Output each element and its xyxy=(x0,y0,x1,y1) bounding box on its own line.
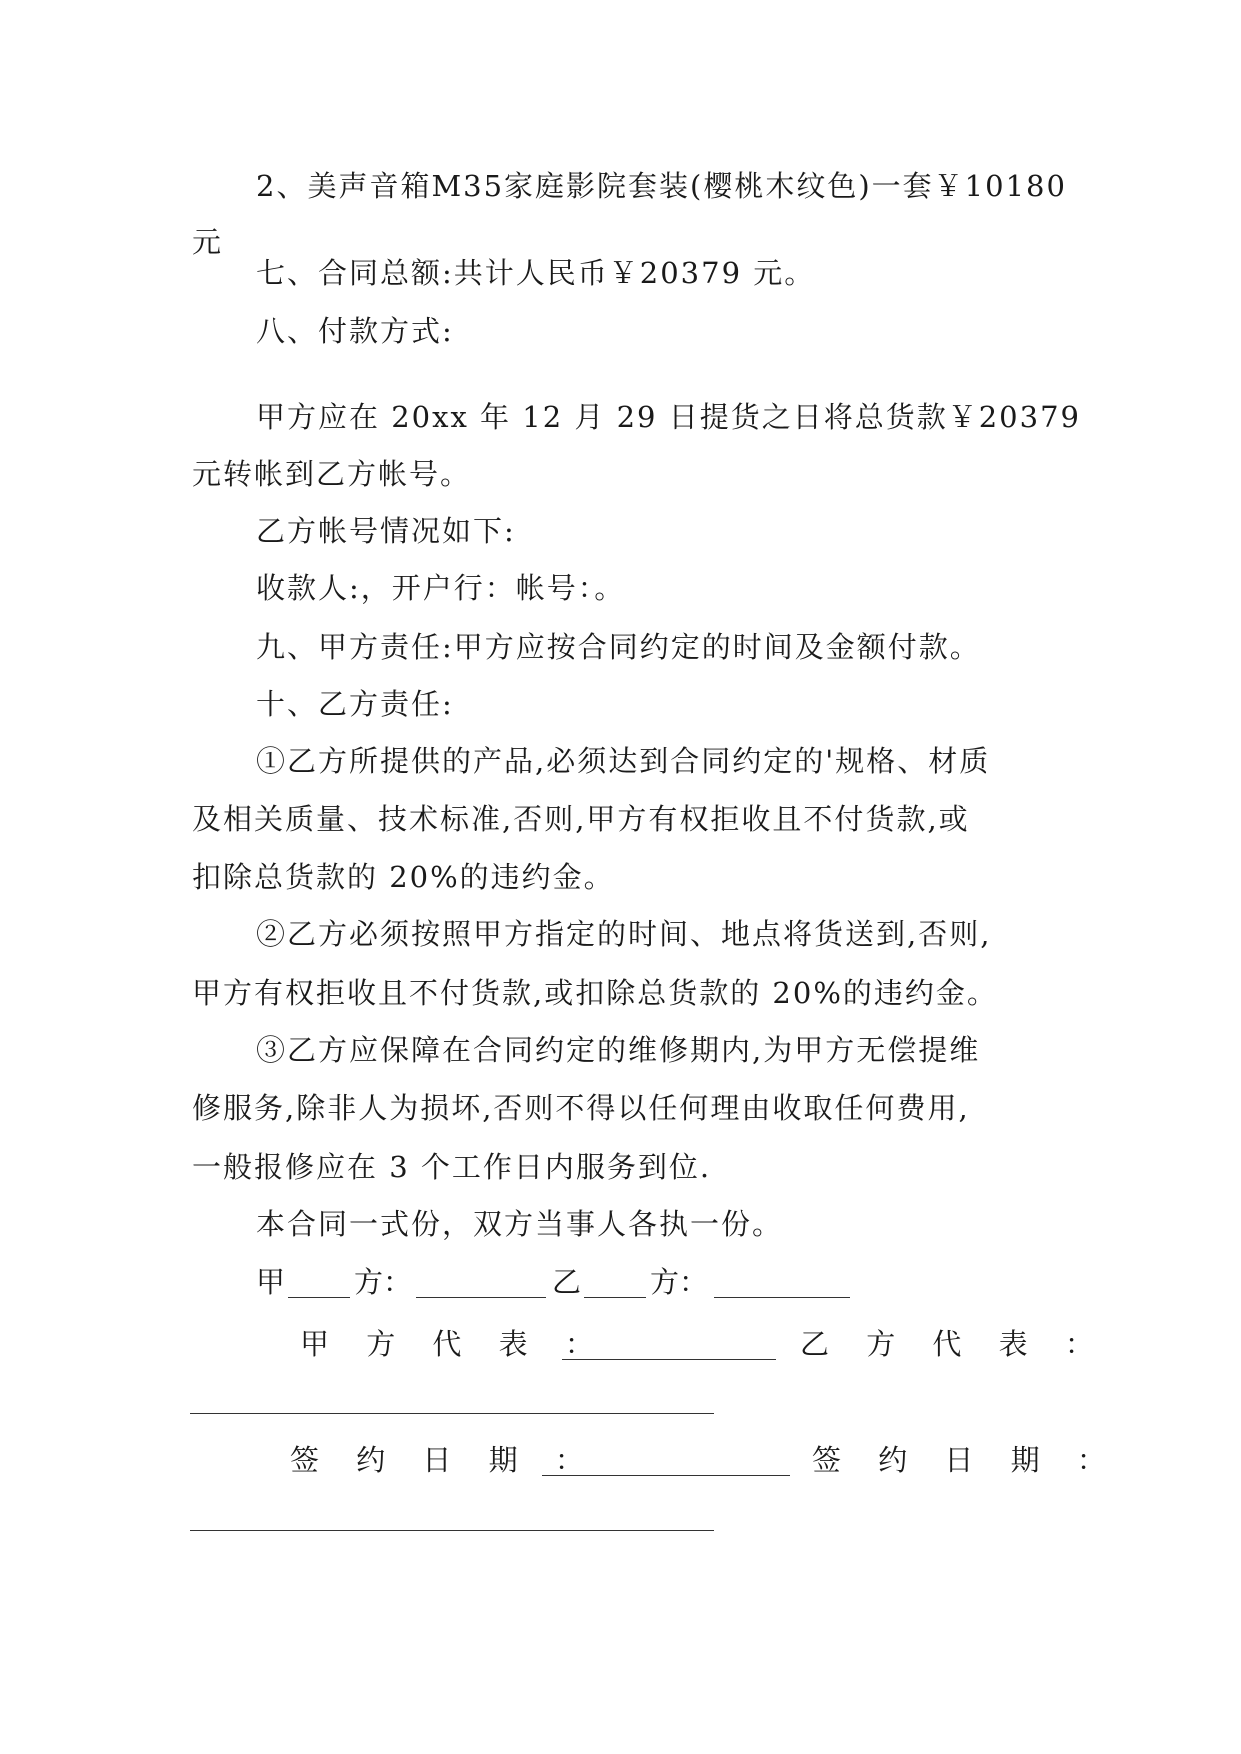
text-line: 修服务,除非人为损坏,否则不得以任何理由收取任何费用, xyxy=(192,1091,970,1125)
party-b-representative-label: 乙 方 代 表 ： xyxy=(800,1327,1108,1361)
party-a-representative-blank xyxy=(562,1359,776,1360)
text-line: 十、乙方责任: xyxy=(256,687,454,721)
text-line: 元转帐到乙方帐号。 xyxy=(192,457,472,491)
text-line: 乙方帐号情况如下: xyxy=(256,514,516,548)
party-a-label-tail: 方： xyxy=(354,1265,413,1299)
party-a-name-blank xyxy=(288,1297,350,1298)
party-b-value-blank xyxy=(714,1297,850,1298)
party-b-sign-date-blank xyxy=(190,1530,714,1531)
text-line: ②乙方必须按照甲方指定的时间、地点将货送到,否则, xyxy=(256,917,992,951)
party-b-label-char: 乙 xyxy=(552,1265,582,1299)
party-a-representative-label: 甲 方 代 表 ： xyxy=(300,1327,608,1361)
party-a-value-blank xyxy=(416,1297,546,1298)
text-line: 八、付款方式: xyxy=(256,314,454,348)
text-line: 甲方有权拒收且不付货款,或扣除总货款的 20%的违约金。 xyxy=(192,976,998,1010)
party-a-label-char: 甲 xyxy=(256,1265,286,1299)
text-line: 2、美声音箱M35家庭影院套装(樱桃木纹色)一套￥10180 xyxy=(256,169,1067,203)
text-line: 收款人:，开户行：帐号：。 xyxy=(256,571,626,605)
party-b-representative-blank xyxy=(190,1413,714,1414)
party-a-sign-date-blank xyxy=(542,1475,790,1476)
text-line: 七、合同总额:共计人民币￥20379 元。 xyxy=(256,256,816,290)
party-b-name-blank xyxy=(584,1297,646,1298)
text-line: 甲方应在 20xx 年 12 月 29 日提货之日将总货款￥20379 xyxy=(256,400,1081,434)
party-b-label-tail: 方： xyxy=(650,1265,709,1299)
party-a-sign-date-label: 签 约 日 期 ： xyxy=(290,1443,598,1477)
text-line: 一般报修应在 3 个工作日内服务到位. xyxy=(192,1150,712,1184)
text-line: 及相关质量、技术标准,否则,甲方有权拒收且不付货款,或 xyxy=(192,802,970,836)
text-line: 本合同一式份，双方当事人各执一份。 xyxy=(256,1207,784,1241)
text-line: ③乙方应保障在合同约定的维修期内,为甲方无偿提维 xyxy=(256,1033,981,1067)
text-line: 元 xyxy=(192,225,224,259)
party-b-sign-date-label: 签 约 日 期 ： xyxy=(812,1443,1120,1477)
text-line: ①乙方所提供的产品,必须达到合同约定的'规格、材质 xyxy=(256,744,991,778)
text-line: 扣除总货款的 20%的违约金。 xyxy=(192,860,615,894)
text-line: 九、甲方责任:甲方应按合同约定的时间及金额付款。 xyxy=(256,630,981,664)
